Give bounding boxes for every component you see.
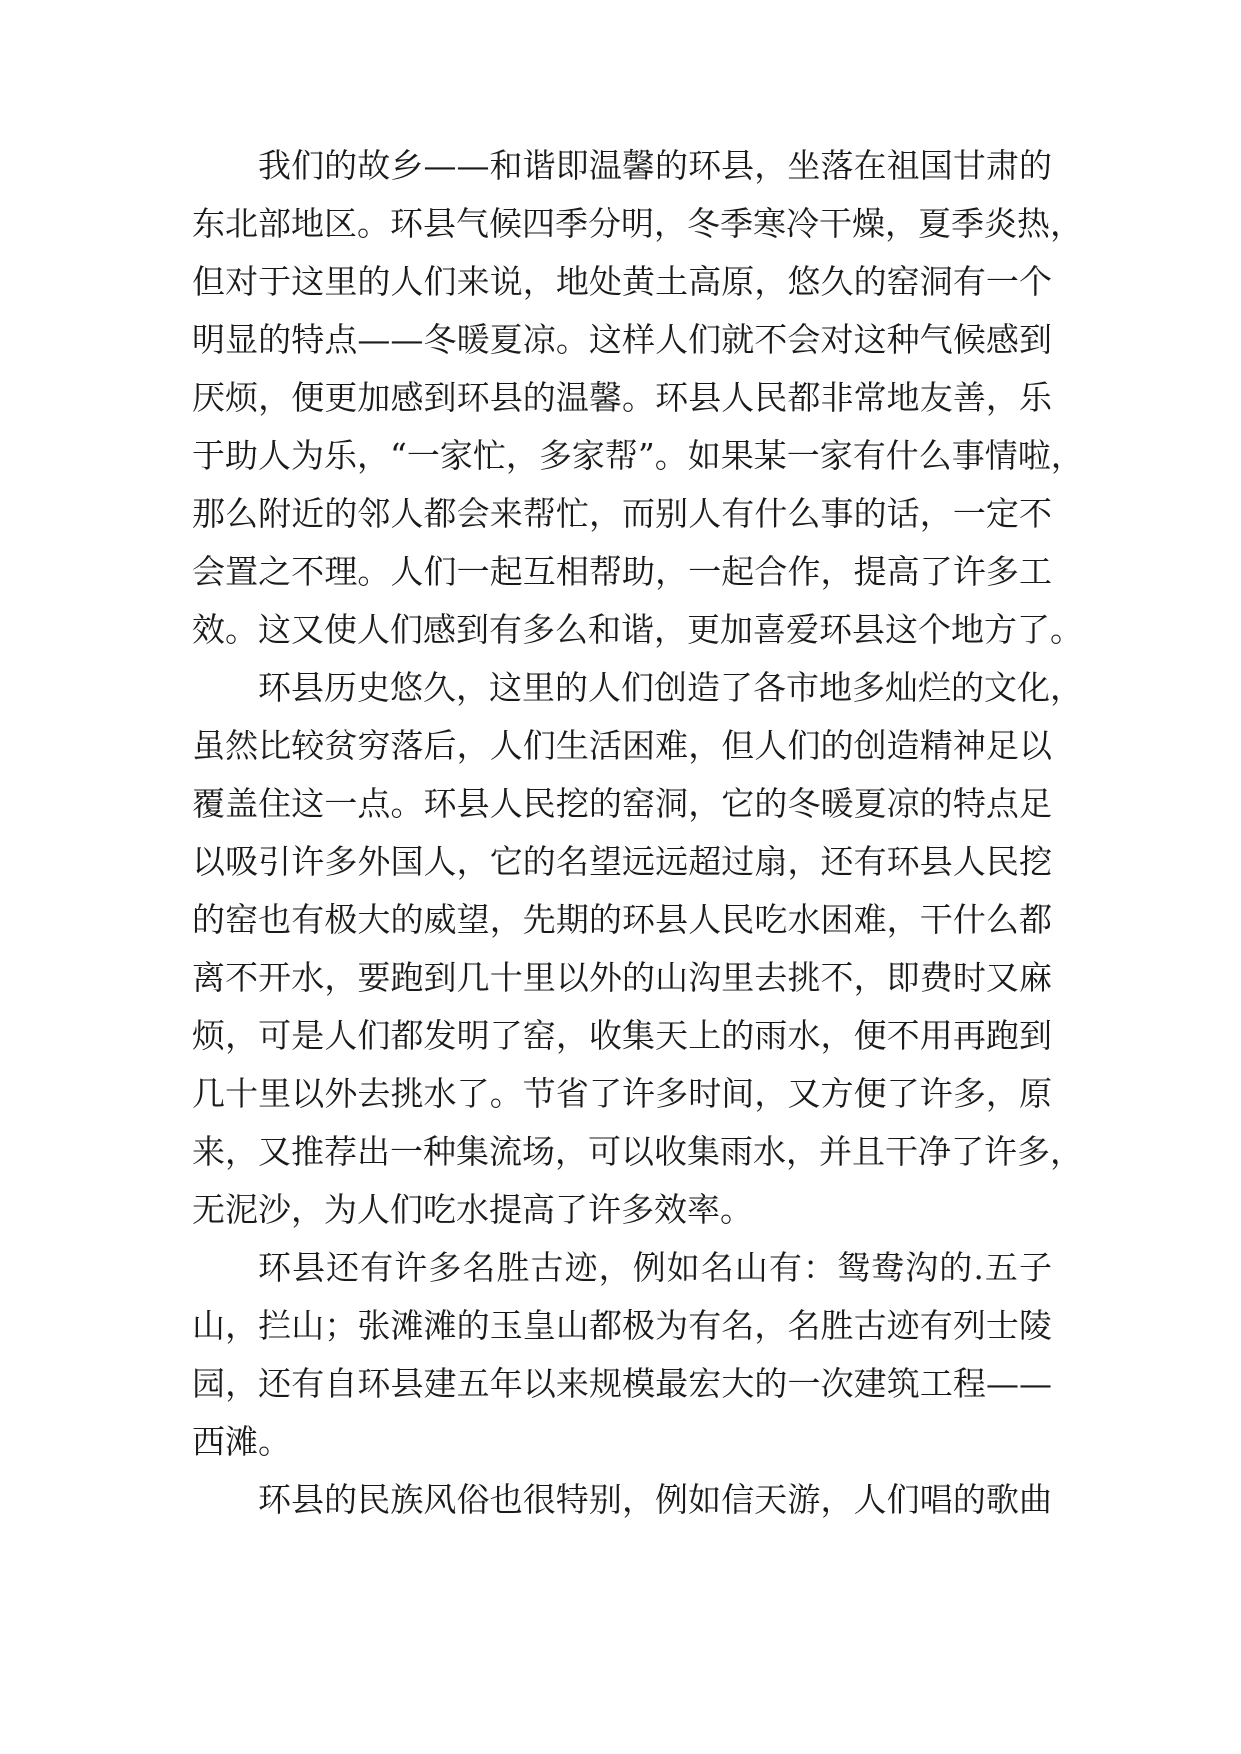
paragraph-3-line-4: 西滩。 <box>192 1422 291 1461</box>
paragraph-2-line-8: 几十里以外去挑水了。节省了许多时间，又方便了许多，原 <box>192 1074 1052 1113</box>
paragraph-2-line-7: 烦，可是人们都发明了窑，收集天上的雨水，便不用再跑到 <box>192 1016 1052 1055</box>
paragraph-1-line-5: 厌烦，便更加感到环县的温馨。环县人民都非常地友善，乐 <box>192 378 1052 417</box>
paragraph-3-line-1: 环县还有许多名胜古迹，例如名山有：鸳鸯沟的.五子 <box>258 1248 1052 1287</box>
paragraph-3-line-2: 山，拦山；张滩滩的玉皇山都极为有名，名胜古迹有列士陵 <box>192 1306 1052 1345</box>
paragraph-2-line-10: 无泥沙，为人们吃水提高了许多效率。 <box>192 1190 753 1229</box>
paragraph-1-line-2: 东北部地区。环县气候四季分明，冬季寒冷干燥，夏季炎热， <box>192 204 1083 243</box>
paragraph-4-line-1: 环县的民族风俗也很特别，例如信天游，人们唱的歌曲 <box>258 1480 1052 1519</box>
paragraph-2-line-5: 的窑也有极大的威望，先期的环县人民吃水困难，干什么都 <box>192 900 1052 939</box>
paragraph-1-line-9: 效。这又使人们感到有多么和谐，更加喜爱环县这个地方了。 <box>192 610 1083 649</box>
paragraph-2-line-9: 来，又推荐出一种集流场，可以收集雨水，并且干净了许多， <box>192 1132 1083 1171</box>
paragraph-1-line-1: 我们的故乡——和谐即温馨的环县，坐落在祖国甘肃的 <box>258 146 1052 185</box>
paragraph-1-line-4: 明显的特点——冬暖夏凉。这样人们就不会对这种气候感到 <box>192 320 1052 359</box>
paragraph-1-line-8: 会置之不理。人们一起互相帮助，一起合作，提高了许多工 <box>192 552 1052 591</box>
paragraph-2-line-6: 离不开水，要跑到几十里以外的山沟里去挑不，即费时又麻 <box>192 958 1052 997</box>
paragraph-3-line-3: 园，还有自环县建五年以来规模最宏大的一次建筑工程—— <box>192 1364 1052 1403</box>
paragraph-1-line-6: 于助人为乐，“一家忙，多家帮”。如果某一家有什么事情啦， <box>192 436 1084 475</box>
paragraph-2-line-4: 以吸引许多外国人，它的名望远远超过扇，还有环县人民挖 <box>192 842 1052 881</box>
paragraph-2-line-3: 覆盖住这一点。环县人民挖的窑洞，它的冬暖夏凉的特点足 <box>192 784 1052 823</box>
paragraph-1-line-3: 但对于这里的人们来说，地处黄土高原，悠久的窑洞有一个 <box>192 262 1052 301</box>
paragraph-2-line-2: 虽然比较贫穷落后，人们生活困难，但人们的创造精神足以 <box>192 726 1052 765</box>
paragraph-2-line-1: 环县历史悠久，这里的人们创造了各市地多灿烂的文化， <box>258 668 1083 707</box>
paragraph-1-line-7: 那么附近的邻人都会来帮忙，而别人有什么事的话，一定不 <box>192 494 1052 533</box>
